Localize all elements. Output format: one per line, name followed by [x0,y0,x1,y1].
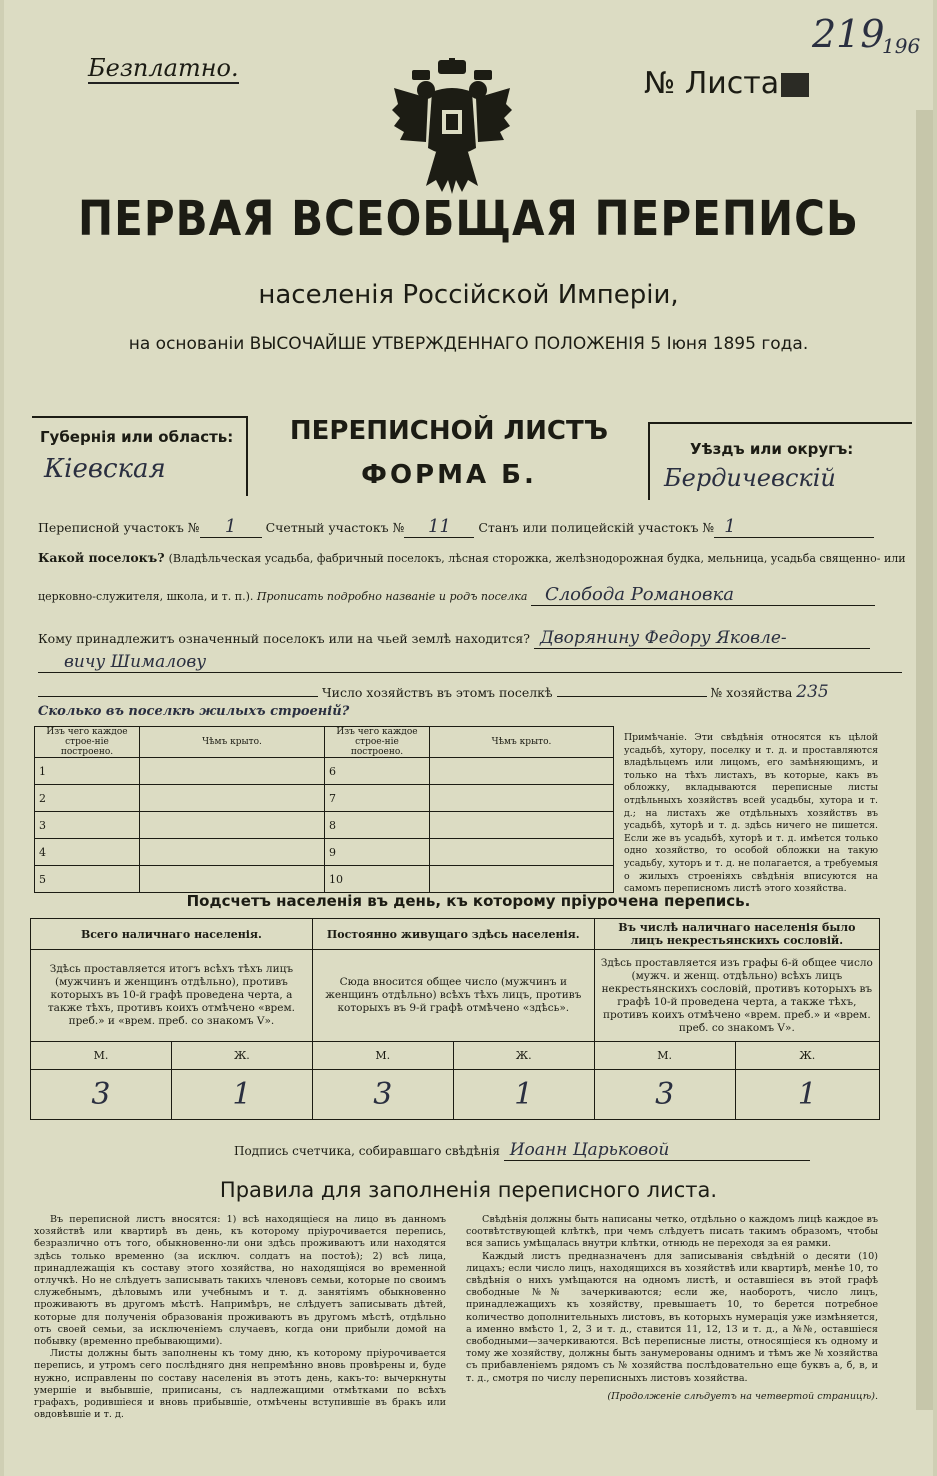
table-row: 5 10 [35,866,614,893]
material-header-right: Изъ чего каждое строе-ніе построено. [325,727,430,758]
permanent-female-value: 1 [453,1070,594,1120]
male-label: М. [31,1042,172,1070]
material-header-left: Изъ чего каждое строе-ніе построено. [35,727,140,758]
table-row: 2 7 [35,785,614,812]
census-basis-line: на основаніи ВЫСОЧАЙШЕ УТВЕРЖДЕННАГО ПОЛОЖЕНІЯ 5 Іюня 1895 года. [128,334,809,354]
male-label: М. [312,1042,453,1070]
female-label: Ж. [735,1042,879,1070]
non-peasant-population-title: Въ числѣ наличнаго населенія было лицъ некрестьянскихъ сословій. [594,919,879,950]
census-sheet [4,0,933,1476]
owner-line-2 [38,652,902,673]
province-box [32,416,248,496]
rules-left-column [34,1214,446,1421]
table-row: 1 6 [35,758,614,785]
settlement-line: Какой поселокъ? (Владѣльческая усадьба, фабричный поселокъ, лѣсная сторожка, желѣзнодорожная будка, мельница, усадьба священно- или [38,550,906,565]
archive-page-handwritten: 196 [882,34,921,58]
households-line: Число хозяйствъ въ этомъ поселкѣ № хозяйства 235 [38,682,829,702]
roof-header-left: Чѣмъ крыто. [140,727,325,758]
owner-value-1: Дворянину Федору Яковле- [534,628,870,649]
rules-right-column [466,1214,878,1403]
free-of-charge-label: Безплатно. [88,54,239,82]
count-section-value: 11 [404,516,474,538]
population-table [30,918,880,1120]
table-row: 4 9 [35,839,614,866]
imperial-eagle-emblem [392,58,512,198]
district-box [648,422,912,500]
form-letter: ФОРМА Б. [361,460,537,490]
owner-value-2: вичу Шималову [38,652,902,673]
census-subtitle: населенія Россійской Имперіи, [258,280,679,310]
census-title: ПЕРВАЯ ВСЕОБЩАЯ ПЕРЕПИСЬ [78,190,859,247]
rules-paragraph: Свѣдѣнія должны быть написаны четко, отдѣльно о каждомъ лицѣ каждое въ соотвѣтствующей клѣткѣ, при чемъ слѣдуетъ писать такимъ образомъ, чтобы вся запись умѣщалась внутри клѣтки, отнюдь не переходя за ея рамки. [466,1214,878,1250]
rules-paragraph: Листы должны быть заполнены къ тому дню, къ которому пріурочивается перепись, и утромъ сего послѣдняго дня непремѣнно вновь провѣрены и, буде нужно, исправлены по составу населенія въ этотъ день, какъ-то: вычеркнуты умершіе и выбывшіе, приписаны, съ надлежащими отмѣтками по всѣхъ графахъ, родившіеся и вновь прибывшіе, отмѣчены вступившіе въ бракъ или овдовѣвшіе и т. д. [34,1348,446,1421]
non-peasant-population-text: Здѣсь проставляется изъ графы 6-й общее число (мужч. и женщ. отдѣльно) всѣхъ лицъ некрестьянскихъ сословій, противъ которыхъ въ графѣ 10-й проведена черта, а также тѣхъ, противъ коихъ отмѣчено «врем. преб.» и «врем. преб. со знакомъ V». [594,950,879,1042]
province-label: Губернія или область: [40,428,234,446]
total-female-value: 1 [171,1070,312,1120]
permanent-population-title: Постоянно живущаго здѣсь населенія. [312,919,594,950]
enumerator-signature-line: Подпись счетчика, собиравшаго свѣдѣнія Иоанн Царьковой [234,1140,810,1161]
archive-number-handwritten: 219 [812,12,885,56]
form-heading [254,416,644,490]
settlement-line-2: церковно-служителя, школа, и т. п.). Прописать подробно названіе и родъ поселка Слобода Романовка [38,584,875,606]
sheet-number-blot [781,73,809,97]
roof-header-right: Чѣмъ крыто. [430,727,614,758]
permanent-male-value: 3 [312,1070,453,1120]
population-heading: Подсчетъ населенія въ день, къ которому пріурочена перепись. [186,892,751,910]
continuation-note: (Продолженіе слѣдуетъ на четвертой страницѣ). [607,1390,878,1402]
female-label: Ж. [171,1042,312,1070]
form-title: ПЕРЕПИСНОЙ ЛИСТЪ [289,416,609,446]
household-number-value: 235 [796,682,829,702]
male-label: М. [594,1042,735,1070]
sections-line: Переписной участокъ № 1 Счетный участокъ № 11 Станъ или полицейскій участокъ № 1 [38,516,874,538]
rules-paragraph: Каждый листъ предназначенъ для записыванія свѣдѣній о десяти (10) лицахъ; если число лицъ, находящихся въ хозяйствѣ или квартирѣ, менѣе 10, то свѣдѣнія о нихъ умѣщаются на одномъ листѣ, и оставшіеся въ этой графѣ свободные №№ зачеркиваются; если же, наоборотъ, число лицъ, принадлежащихъ къ хозяйству, превышаетъ 10, то берется потребное количество дополнительныхъ листовъ, въ которыхъ нумерація уже измѣняется, а именно вмѣсто 1, 2, 3 и т. д., ставится 11, 12, 13 и т. д., а №№, оставшіеся свободными—зачеркиваются. Всѣ переписные листы, относящіеся къ одному и тому же хозяйству, должны быть занумерованы однимъ и тѣмъ же № хозяйства съ прибавленіемъ рядомъ съ № хозяйства послѣдовательно еще буквъ а, б, в, и т. д., смотря по числу переписныхъ листовъ хозяйства. [466,1250,878,1384]
total-population-text: Здѣсь проставляется итогъ всѣхъ тѣхъ лицъ (мужчинъ и женщинъ отдѣльно), противъ которыхъ въ 10-й графѣ проведена черта, а также тѣхъ, противъ коихъ отмѣчено «врем. преб.» и «врем. преб. со знакомъ V». [31,950,313,1042]
table-row: 3 8 [35,812,614,839]
district-value: Бердичевскій [664,464,836,492]
female-label: Ж. [453,1042,594,1070]
rules-paragraph: Въ переписной листъ вносятся: 1) всѣ находящіеся на лицо въ данномъ хозяйствѣ или квартирѣ въ день, къ которому пріурочивается перепись, безразлично отъ того, обыкновенно-ли они здѣсь проживаютъ или находятся здѣсь только временно (за исключ. солдатъ на постоѣ); 2) всѣ лица, принадлежащія къ составу этого хозяйства, но находящіяся во временной отлучкѣ. Но не слѣдуетъ записывать такихъ членовъ семьи, которые по своимъ служебнымъ, дѣловымъ или учебнымъ и т. д. занятіямъ обыкновенно проживаютъ въ другомъ мѣстѣ. Напримѣръ, не слѣдуетъ записывать дѣтей, которые для полученія образованія проживаютъ въ другомъ мѣстѣ, отдѣльно отъ своей семьи, за исключеніемъ случаевъ, когда они прибыли домой на побывку (временно пребывающими). [34,1214,446,1348]
police-section-value: 1 [714,516,874,538]
total-male-value: 3 [31,1070,172,1120]
owner-line: Кому принадлежитъ означенный поселокъ или на чьей землѣ находится? Дворянину Федору Яковле- [38,628,870,649]
district-label: Уѣздъ или округъ: [690,440,854,458]
enumerator-signature: Иоанн Царьковой [504,1140,810,1161]
buildings-table [34,726,614,893]
settlement-value: Слобода Романовка [531,584,875,606]
non-peasant-female-value: 1 [735,1070,879,1120]
census-section-value: 1 [200,516,262,538]
buildings-note: Примѣчаніе. Эти свѣдѣнія относятся къ цѣлой усадьбѣ, хутору, поселку и т. д. и проставляются владѣльцемъ или лицомъ, его замѣняющимъ, и только на тѣхъ листахъ, въ которые, какъ въ обложку, вкладываются переписные листы отдѣльныхъ хозяйствъ всей усадьбы, хутора и т. д.; на листахъ же отдѣльныхъ хозяйствъ въ усадьбѣ, хуторѣ и т. д. здѣсь ничего не пишется. Если же въ усадьбѣ, хуторѣ и т. д. имѣется только одно хозяйство, то особой обложки на такую усадьбу, хуторъ и т. д. не полагается, а требуемыя о жилыхъ строеніяхъ свѣдѣнія вписуются на самомъ переписномъ листѣ этого хозяйства. [624,732,878,895]
permanent-population-text: Сюда вносится общее число (мужчинъ и женщинъ отдѣльно) всѣхъ тѣхъ лицъ, противъ которыхъ въ 9-й графѣ отмѣчено «здѣсь». [312,950,594,1042]
total-population-title: Всего наличнаго населенія. [31,919,313,950]
buildings-label: Сколько въ поселкѣ жилыхъ строеній? [38,704,350,719]
rules-title: Правила для заполненія переписного листа. [219,1178,718,1202]
province-value: Кіевская [44,454,166,484]
non-peasant-male-value: 3 [594,1070,735,1120]
sheet-number: № Листа [644,66,809,101]
